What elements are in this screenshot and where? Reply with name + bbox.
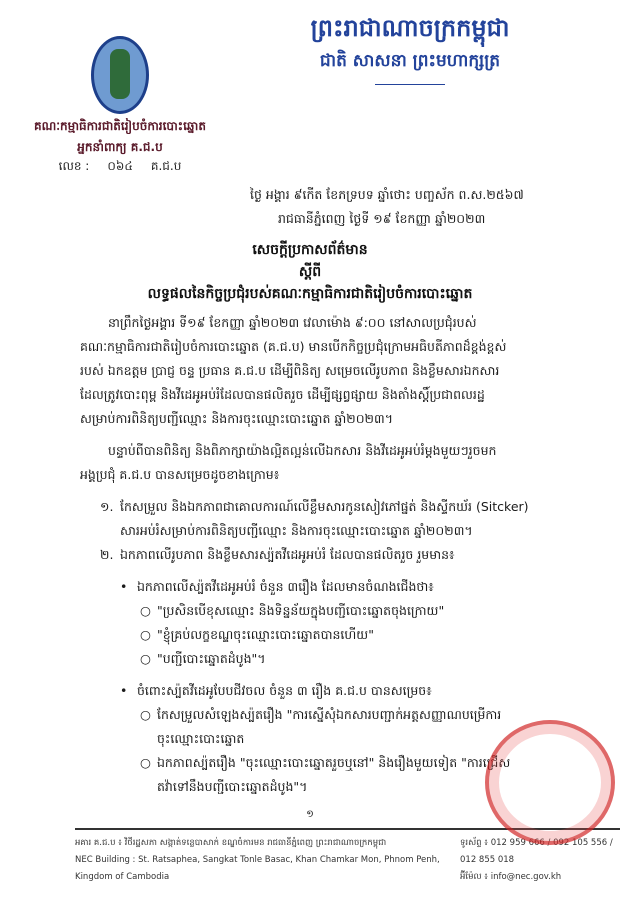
para1-line: នាព្រឹកថ្ងៃអង្គារ ទី១៩ ខែកញ្ញា ឆ្នាំ២០២៣ វេលាម៉ោង ៩:០០ នៅសាលប្រជុំរបស់ [108, 315, 477, 330]
sub-item: ចុះឈ្មោះបោះឆ្នោត [157, 731, 245, 746]
item-2 [80, 543, 600, 567]
org-block [20, 8, 220, 175]
item1-line: សារអប់រំសម្រាប់ការពិនិត្យបញ្ជីឈ្មោះ និងការចុះឈ្មោះបោះឆ្នោត ឆ្នាំ២០២៣។ [120, 523, 473, 538]
circle-bullet-icon: ○ [140, 603, 151, 618]
item2-line: ឯកភាពលើរូបភាព និងខ្លឹមសារស្ប៉តវីដេអូអប់រំ ដែលបានផលិតរួច រួមមាន៖ [120, 547, 455, 562]
email-label: អ៊ីម៉ែល ៖ [460, 872, 489, 882]
reference-number [20, 158, 220, 175]
bullet-icon: • [120, 683, 128, 698]
footer-email [460, 869, 620, 886]
para1-line: គណៈកម្មាធិការជាតិរៀបចំការបោះឆ្នោត (គ.ជ.ប) មានបើកកិច្ចប្រជុំក្រោមអធិបតីភាពដ៏ខ្ពង់ខ្ពស់ [80, 339, 507, 354]
bullet2-text: ចំពោះស្ប៉តវីដេអូបែបជីវចល ចំនួន ៣ រឿង គ.ជ.ប បានសម្រេច៖ [137, 683, 432, 698]
page-number: ១ [306, 809, 314, 820]
circle-bullet-icon: ○ [140, 755, 151, 770]
para1-line: ដែលត្រូវបោះពុម្ព និងវីដេអូអប់រំដែលបានផលិតរួច ដើម្បីផ្សព្វផ្សាយ និងតាំងស្តិ៍ប្រជាពលរដ្ឋ [80, 387, 485, 402]
sub-row [80, 623, 600, 647]
doc-subject: លទ្ធផលនៃកិច្ចប្រជុំរបស់គណៈកម្មាធិការជាតិរៀបចំការបោះឆ្នោត [147, 286, 473, 302]
sub-item: កែសម្រួលសំឡេងស្ប៉តរឿង "ការស្នើសុំឯកសារបញ្ជាក់អត្តសញ្ញាណបម្រើការ [157, 707, 502, 722]
date-block [250, 183, 600, 231]
footer-address-en: NEC Building : St. Ratsaphea, Sangkat Tonle Basac, Khan Chamkar Mon, Phnom Penh, Kingdom of Cambodia [75, 855, 440, 882]
kingdom-block [220, 8, 600, 175]
letterhead [20, 8, 600, 175]
bullet1-text: ឯកភាពលើស្ប៉តវីដេអូអប់រំ ចំនួន ៣រឿង ដែលមានចំណងជើងថា៖ [137, 579, 434, 594]
org-spokesperson: អ្នកនាំពាក្យ គ.ជ.ប [77, 140, 163, 154]
para1-line: សម្រាប់ការពិនិត្យបញ្ជីឈ្មោះ និងការចុះឈ្មោះបោះឆ្នោត ឆ្នាំ២០២៣។ [80, 411, 393, 426]
nec-logo [91, 36, 149, 114]
sub-item: "ប្រសិនបើខុសឈ្មោះ និងទិន្នន័យក្នុងបញ្ជីបោះឆ្នោតចុងក្រោយ" [157, 603, 445, 618]
para2-line: អង្គប្រជុំ គ.ជ.ប បានសម្រេចដូចខាងក្រោម៖ [80, 467, 280, 482]
sub-row [80, 647, 600, 671]
kingdom-title: ព្រះរាជាណាចក្រកម្ពុជា [310, 14, 510, 42]
bullet-2 [80, 679, 600, 703]
email-address[interactable]: info@nec.gov.kh [490, 872, 562, 882]
national-motto: ជាតិ សាសនា ព្រះមហាក្សត្រ [319, 51, 501, 71]
para1-line: របស់ ឯកឧត្តម ប្រាជ្ញ ចន្ទ ប្រធាន គ.ជ.ប ដើម្បីពិនិត្យ សម្រេចលើរូបភាព និងខ្លឹមសារឯកសារ [80, 363, 500, 378]
circle-bullet-icon: ○ [140, 707, 151, 722]
footer [75, 828, 620, 886]
ref-number: ០៦៤ [107, 159, 133, 173]
sub-item: តវ៉ាទៅនឹងបញ្ជីបោះឆ្នោតដំបូង"។ [157, 779, 308, 794]
phone-number: 012 959 666 / 092 105 556 / 012 855 018 [460, 838, 613, 865]
doc-body [80, 311, 600, 799]
item2-number: ២. [100, 547, 114, 562]
doc-about: ស្តីពី [298, 264, 322, 280]
bullet-1 [80, 575, 600, 599]
sub-item: ឯកភាពស្ប៉តរឿង "ចុះឈ្មោះបោះឆ្នោតរួចឬនៅ" និងរឿងមួយទៀត "ការជ្រើស [157, 755, 511, 770]
org-name: គណៈកម្មាធិការជាតិរៀបចំការបោះឆ្នោត [34, 119, 206, 133]
item1-number: ១. [100, 499, 114, 514]
circle-bullet-icon: ○ [140, 651, 151, 666]
para2-line: បន្ទាប់ពីបានពិនិត្យ និងពិភាក្សាយ៉ាងល្អិតល្អន់លើឯកសារ និងវីដេអូអប់រំម្តងមួយៗរួចមក [108, 443, 497, 458]
sub-item: "ខ្ញុំគ្រប់លក្ខខណ្ឌចុះឈ្មោះបោះឆ្នោតបានហើយ" [157, 627, 374, 642]
footer-address-kh: អគារ គ.ជ.ប ៖ វិថីរដ្ឋសភា សង្កាត់ទន្លេបាសាក់ ខណ្ឌចំការមន រាជធានីភ្នំពេញ ព្រះរាជាណាចក្រកម្ពុជា [75, 838, 387, 848]
item1-line: កែសម្រួល និងឯកភាពជាគោលការណ៍លើខ្លឹមសារកូនសៀវភៅផ្នត់ និងស្ទីកឃ័រ (Sitcker) [120, 499, 529, 514]
phone-label: ទូរស័ព្ទ ៖ [460, 838, 489, 848]
circle-bullet-icon: ○ [140, 627, 151, 642]
solar-date: រាជធានីភ្នំពេញ ថ្ងៃទី ១៩ ខែកញ្ញា ឆ្នាំ២០២៣ [278, 211, 486, 226]
ref-suffix: គ.ជ.ប [150, 159, 182, 173]
doc-title: សេចក្តីប្រកាសព័ត៌មាន [252, 242, 368, 258]
sub-row [80, 703, 600, 751]
bullet-icon: • [120, 579, 128, 594]
ornament-divider [375, 84, 445, 85]
ref-label: លេខ : [58, 159, 90, 173]
sub-item: "បញ្ជីបោះឆ្នោតដំបូង"។ [157, 651, 266, 666]
sub-row [80, 599, 600, 623]
footer-phone [460, 835, 620, 869]
lunar-date: ថ្ងៃ អង្គារ ៩កើត ខែភទ្របទ ឆ្នាំថោះ បញ្ចស័ក ព.ស.២៥៦៧ [250, 187, 524, 202]
sub-row [80, 751, 600, 799]
doc-heading [20, 239, 600, 305]
item-1 [80, 495, 600, 543]
